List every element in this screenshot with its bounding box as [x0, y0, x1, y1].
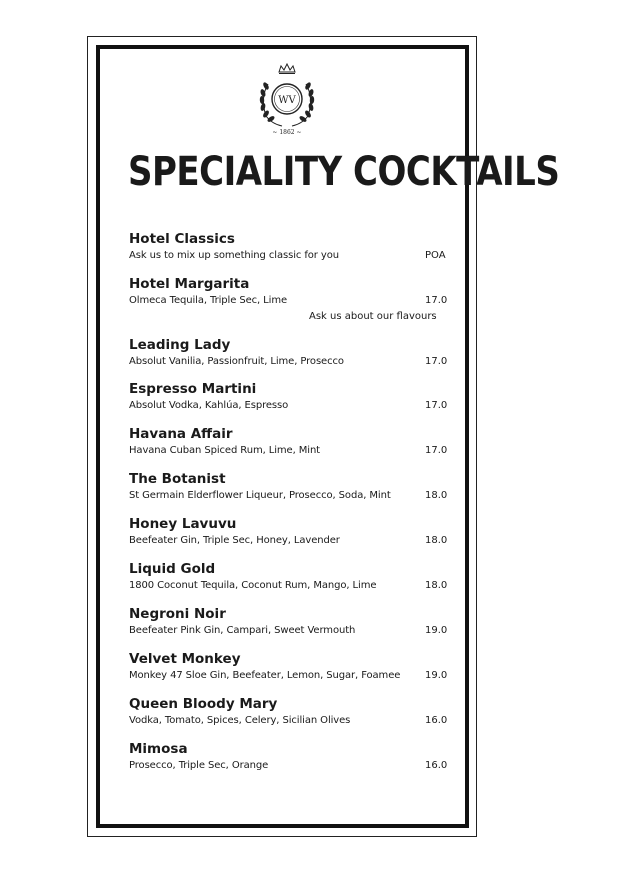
cocktail-description: St Germain Elderflower Liqueur, Prosecco, Soda, Mint [129, 490, 391, 501]
cocktail-description: 1800 Coconut Tequila, Coconut Rum, Mango, Lime [129, 580, 377, 591]
crest-year: ~ 1862 ~ [272, 129, 302, 136]
cocktail-name: Queen Bloody Mary [129, 696, 278, 712]
cocktail-item [129, 381, 449, 413]
cocktail-detail-row [129, 578, 449, 593]
cocktail-name: Negroni Noir [129, 606, 226, 622]
cocktail-description: Monkey 47 Sloe Gin, Beefeater, Lemon, Sugar, Foamee [129, 670, 401, 681]
cocktail-item [129, 651, 449, 683]
cocktail-price: 17.0 [425, 356, 448, 367]
cocktail-item [129, 276, 449, 308]
cocktail-detail-row [129, 293, 449, 308]
cocktail-item [129, 741, 449, 773]
cocktail-description: Absolut Vodka, Kahlúa, Espresso [129, 400, 289, 411]
cocktail-price: 19.0 [425, 670, 448, 681]
cocktail-item [129, 337, 449, 369]
cocktail-description: Ask us to mix up something classic for you [129, 250, 339, 261]
cocktail-item [129, 696, 449, 728]
cocktail-description: Prosecco, Triple Sec, Orange [129, 760, 269, 771]
cocktail-description: Beefeater Pink Gin, Campari, Sweet Vermouth [129, 625, 356, 636]
cocktail-detail-row [129, 668, 449, 683]
cocktail-detail-row [129, 713, 449, 728]
cocktail-description: Absolut Vanilia, Passionfruit, Lime, Prosecco [129, 356, 344, 367]
cocktail-price: 17.0 [425, 295, 448, 306]
cocktail-detail-row [129, 758, 449, 773]
cocktail-detail-row [129, 623, 449, 638]
cocktail-price: 17.0 [425, 400, 448, 411]
cocktail-name: Hotel Margarita [129, 276, 250, 292]
cocktail-name: Espresso Martini [129, 381, 257, 397]
cocktail-detail-row [129, 443, 449, 458]
cocktail-price: 18.0 [425, 535, 448, 546]
cocktail-item [129, 606, 449, 638]
menu-title: SPECIALITY COCKTAILS [128, 148, 560, 196]
cocktail-detail-row [129, 488, 449, 503]
cocktail-price: 19.0 [425, 625, 448, 636]
cocktail-item [129, 516, 449, 548]
cocktail-price: 16.0 [425, 715, 448, 726]
cocktail-description: Havana Cuban Spiced Rum, Lime, Mint [129, 445, 321, 456]
cocktail-price: 18.0 [425, 490, 448, 501]
cocktail-name: Mimosa [129, 741, 188, 757]
cocktail-description: Beefeater Gin, Triple Sec, Honey, Lavender [129, 535, 340, 546]
cocktail-price: 17.0 [425, 445, 448, 456]
cocktail-item [129, 471, 449, 503]
cocktail-detail-row [129, 248, 449, 263]
cocktail-name: Leading Lady [129, 337, 231, 353]
cocktail-description: Vodka, Tomato, Spices, Celery, Sicilian Olives [129, 715, 351, 726]
cocktail-name: Hotel Classics [129, 231, 235, 247]
cocktail-description: Olmeca Tequila, Triple Sec, Lime [129, 295, 288, 306]
crest-monogram: WV [278, 95, 296, 106]
crest-logo [250, 62, 324, 140]
cocktail-name: The Botanist [129, 471, 226, 487]
cocktail-detail-row [129, 533, 449, 548]
flavours-note: Ask us about our flavours [309, 311, 437, 322]
cocktail-name: Liquid Gold [129, 561, 216, 577]
cocktail-detail-row [129, 398, 449, 413]
cocktail-name: Honey Lavuvu [129, 516, 237, 532]
cocktail-price: 18.0 [425, 580, 448, 591]
cocktail-item [129, 231, 449, 263]
cocktail-detail-row [129, 354, 449, 369]
cocktail-price: 16.0 [425, 760, 448, 771]
cocktail-name: Velvet Monkey [129, 651, 241, 667]
cocktail-item [129, 561, 449, 593]
cocktail-item [129, 426, 449, 458]
cocktail-price: POA [425, 250, 446, 261]
cocktail-name: Havana Affair [129, 426, 233, 442]
